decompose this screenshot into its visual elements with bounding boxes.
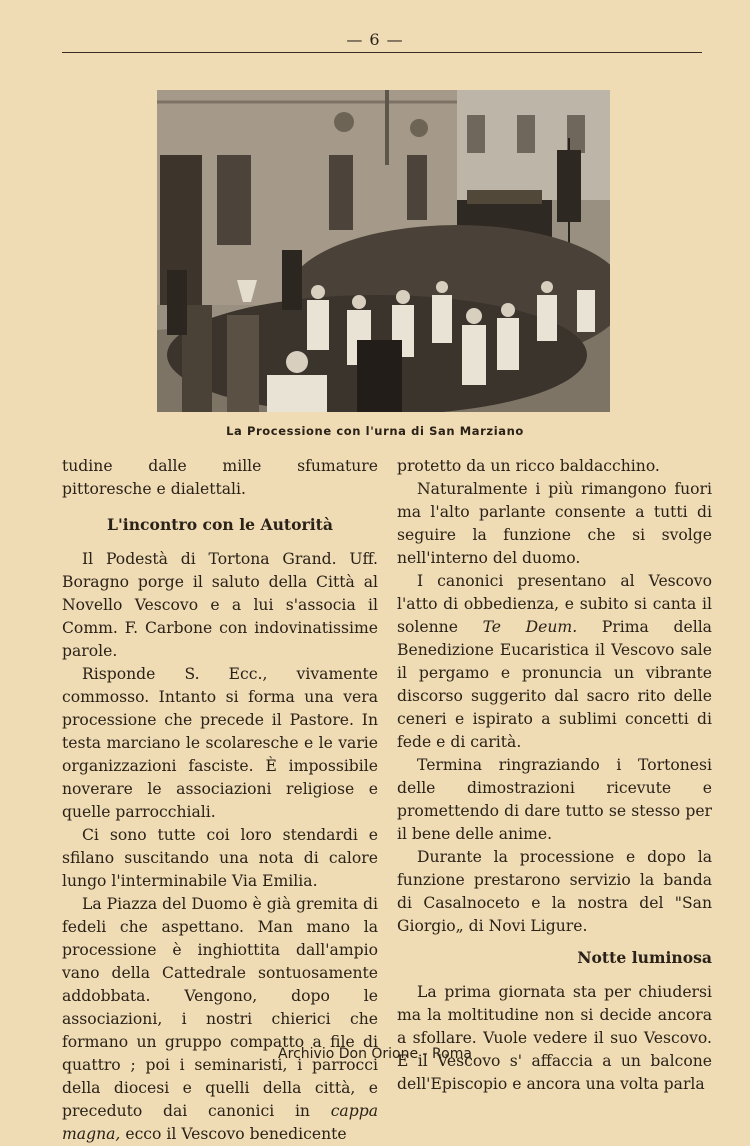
header-rule	[62, 52, 702, 53]
procession-photo	[157, 90, 610, 412]
left-paragraph-4-end: ecco il Vescovo benedicente	[125, 1125, 347, 1143]
right-paragraph-3: Termina ringraziando i Tortonesi delle dimostrazioni ricevute e promettendo di dare tutto se stesso per il bene delle anime.	[397, 756, 712, 843]
left-paragraph-2: Risponde S. Ecc., vivamente commosso. Intanto si forma una vera processione che precede il Pastore. In testa marciano le scolaresche e le varie organizzazioni fasciste. È impossibile noverare le associazioni religiose e quelle parrocchiali.	[62, 665, 378, 821]
right-paragraph-4: Durante la processione e dopo la funzione prestarono servizio la banda di Casalnoceto e la nostra del "San Giorgio„ di Novi Ligure.	[397, 848, 712, 935]
procession-photo-illustration	[157, 90, 610, 412]
left-paragraph-4-italic: cappa magna,	[62, 1102, 378, 1143]
left-paragraph-4-text: La Piazza del Duomo è già gremita di fedeli che aspettano. Man mano la processione è inghiottita dall'ampio vano della Cattedrale sontuosamente addobbata. Vengono, dopo le associazioni, i nostri chierici che formano un gruppo compatto a file di quattro ; poi i seminaristi, i parrocci della diocesi e quelli della città, e preceduto dai canonici in	[62, 895, 378, 1120]
left-intro-paragraph: tudine dalle mille sfumature pittoresche e dialettali.	[62, 457, 378, 498]
right-intro-paragraph: protetto da un ricco baldacchino.	[397, 457, 660, 475]
right-paragraph-1: Naturalmente i più rimangono fuori ma l'alto parlante consente a tutti di seguire la funzione che si svolge nell'interno del duomo.	[397, 480, 712, 567]
page-number: — 6 —	[346, 30, 404, 49]
right-paragraph-2-start: I canonici presentano al Vescovo l'atto di obbedienza, e subito si canta il solenne	[397, 572, 712, 636]
right-paragraph-5: La prima giornata sta per chiudersi ma la moltitudine non si decide ancora a sfollare. Vuole vedere il suo Vescovo. E il Vescovo s' affaccia a un balcone dell'Episcopio e ancora una volta parla	[397, 983, 712, 1093]
left-paragraph-3: Ci sono tutte coi loro stendardi e sfilano suscitando una nota di calore lungo l'interminabile Via Emilia.	[62, 826, 378, 890]
photo-caption: La Processione con l'urna di San Marziano	[226, 424, 524, 438]
right-paragraph-2-italic: Te Deum.	[482, 618, 578, 636]
left-paragraph-4	[62, 893, 378, 1146]
right-paragraph-2	[397, 570, 712, 754]
left-paragraph-1: Il Podestà di Tortona Grand. Uff. Boragno porge il saluto della Città al Novello Vescovo e a lui s'associa il Comm. F. Carbone con indovinatissime parole.	[62, 550, 378, 660]
right-column	[397, 455, 712, 1096]
archive-footer: Archivio Don Orione - Roma	[278, 1046, 472, 1062]
right-paragraph-2-end: Prima della Benedizione Eucaristica il Vescovo sale il pergamo e pronuncia un vibrante discorso suggerito dal sacro rito delle ceneri e ispirato a sublimi concetti di fede e di carità.	[397, 618, 712, 751]
section-heading-notte: Notte luminosa	[577, 948, 712, 967]
left-column	[62, 455, 378, 1146]
section-heading-incontro: L'incontro con le Autorità	[107, 515, 333, 534]
